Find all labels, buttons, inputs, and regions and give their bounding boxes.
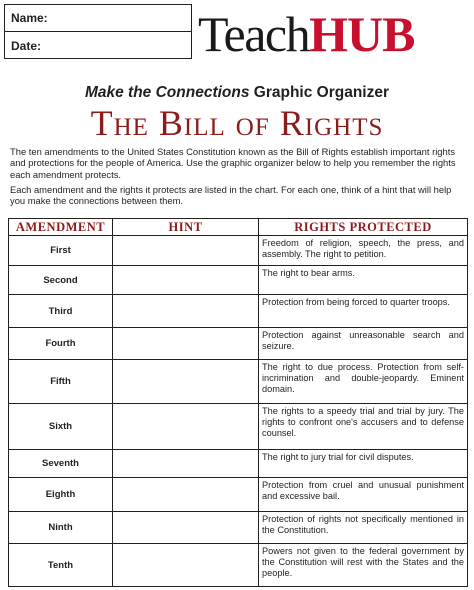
name-label: Name: [11,11,48,25]
table-row [9,478,468,512]
table-row [9,266,468,295]
amendment-cell: Third [9,295,113,328]
hint-cell[interactable] [113,404,259,450]
table-row [9,512,468,544]
rights-cell: The rights to a speedy trial and trial by jury. The rights to confront one's accusers and to defense counsel. [259,404,468,450]
intro-paragraph-1: The ten amendments to the United States Constitution known as the Bill of Rights establish important rights and protections for the people of America. Use the graphic organizer below to help you remember the rights each amendment protects. [10,146,456,180]
amendment-cell: Fifth [9,360,113,404]
header-rights-protected: RIGHTS PROTECTED [259,219,468,236]
hint-cell[interactable] [113,236,259,266]
rights-cell: The right to jury trial for civil disputes. [259,450,468,478]
logo-hub-text: HUB [309,6,415,62]
table-row [9,236,468,266]
amendment-cell: Seventh [9,450,113,478]
date-label: Date: [11,38,42,53]
table-row [9,404,468,450]
amendment-cell: Ninth [9,512,113,544]
amendment-cell: First [9,236,113,266]
subtitle-italic: Make the Connections [84,84,250,101]
hint-cell[interactable] [113,360,259,404]
rights-cell: Protection of rights not specifically mentioned in the Constitution. [259,512,468,544]
page-title: The Bill of Rights [90,103,384,143]
intro-paragraph-2: Each amendment and the rights it protects are listed in the chart. For each one, think of a hint that will help you make the connections between them. [10,184,452,207]
table-row [9,295,468,328]
teachhub-logo [198,6,470,62]
header-hint: HINT [113,219,259,236]
hint-cell[interactable] [113,478,259,512]
table-row [9,328,468,360]
amendment-cell: Sixth [9,404,113,450]
amendment-cell: Second [9,266,113,295]
hint-cell[interactable] [113,544,259,587]
name-date-box [4,4,192,59]
hint-cell[interactable] [113,512,259,544]
subtitle-rest: Graphic Organizer [249,84,390,101]
table-row [9,360,468,404]
table-header-row [9,219,468,236]
rights-cell: Protection from cruel and unusual punishment and excessive bail. [259,478,468,512]
rights-cell: Powers not given to the federal government by the Constitution will rest with the States and the people. [259,544,468,587]
rights-cell: The right to due process. Protection from self-incrimination and double-jeopardy. Eminent domain. [259,360,468,404]
rights-cell: Freedom of religion, speech, the press, and assembly. The right to petition. [259,236,468,266]
hint-cell[interactable] [113,295,259,328]
name-field[interactable] [5,5,191,32]
date-field[interactable] [5,32,191,59]
table-row [9,450,468,478]
table-row [9,544,468,587]
worksheet-subtitle [0,84,474,102]
hint-cell[interactable] [113,450,259,478]
hint-cell[interactable] [113,266,259,295]
amendment-cell: Fourth [9,328,113,360]
header-amendment: AMENDMENT [9,219,113,236]
hint-cell[interactable] [113,328,259,360]
amendment-cell: Eighth [9,478,113,512]
rights-cell: Protection from being forced to quarter troops. [259,295,468,328]
bill-of-rights-table [8,218,468,587]
amendment-cell: Tenth [9,544,113,587]
logo-teach-text: Teach [198,6,310,62]
rights-cell: Protection against unreasonable search and seizure. [259,328,468,360]
rights-cell: The right to bear arms. [259,266,468,295]
